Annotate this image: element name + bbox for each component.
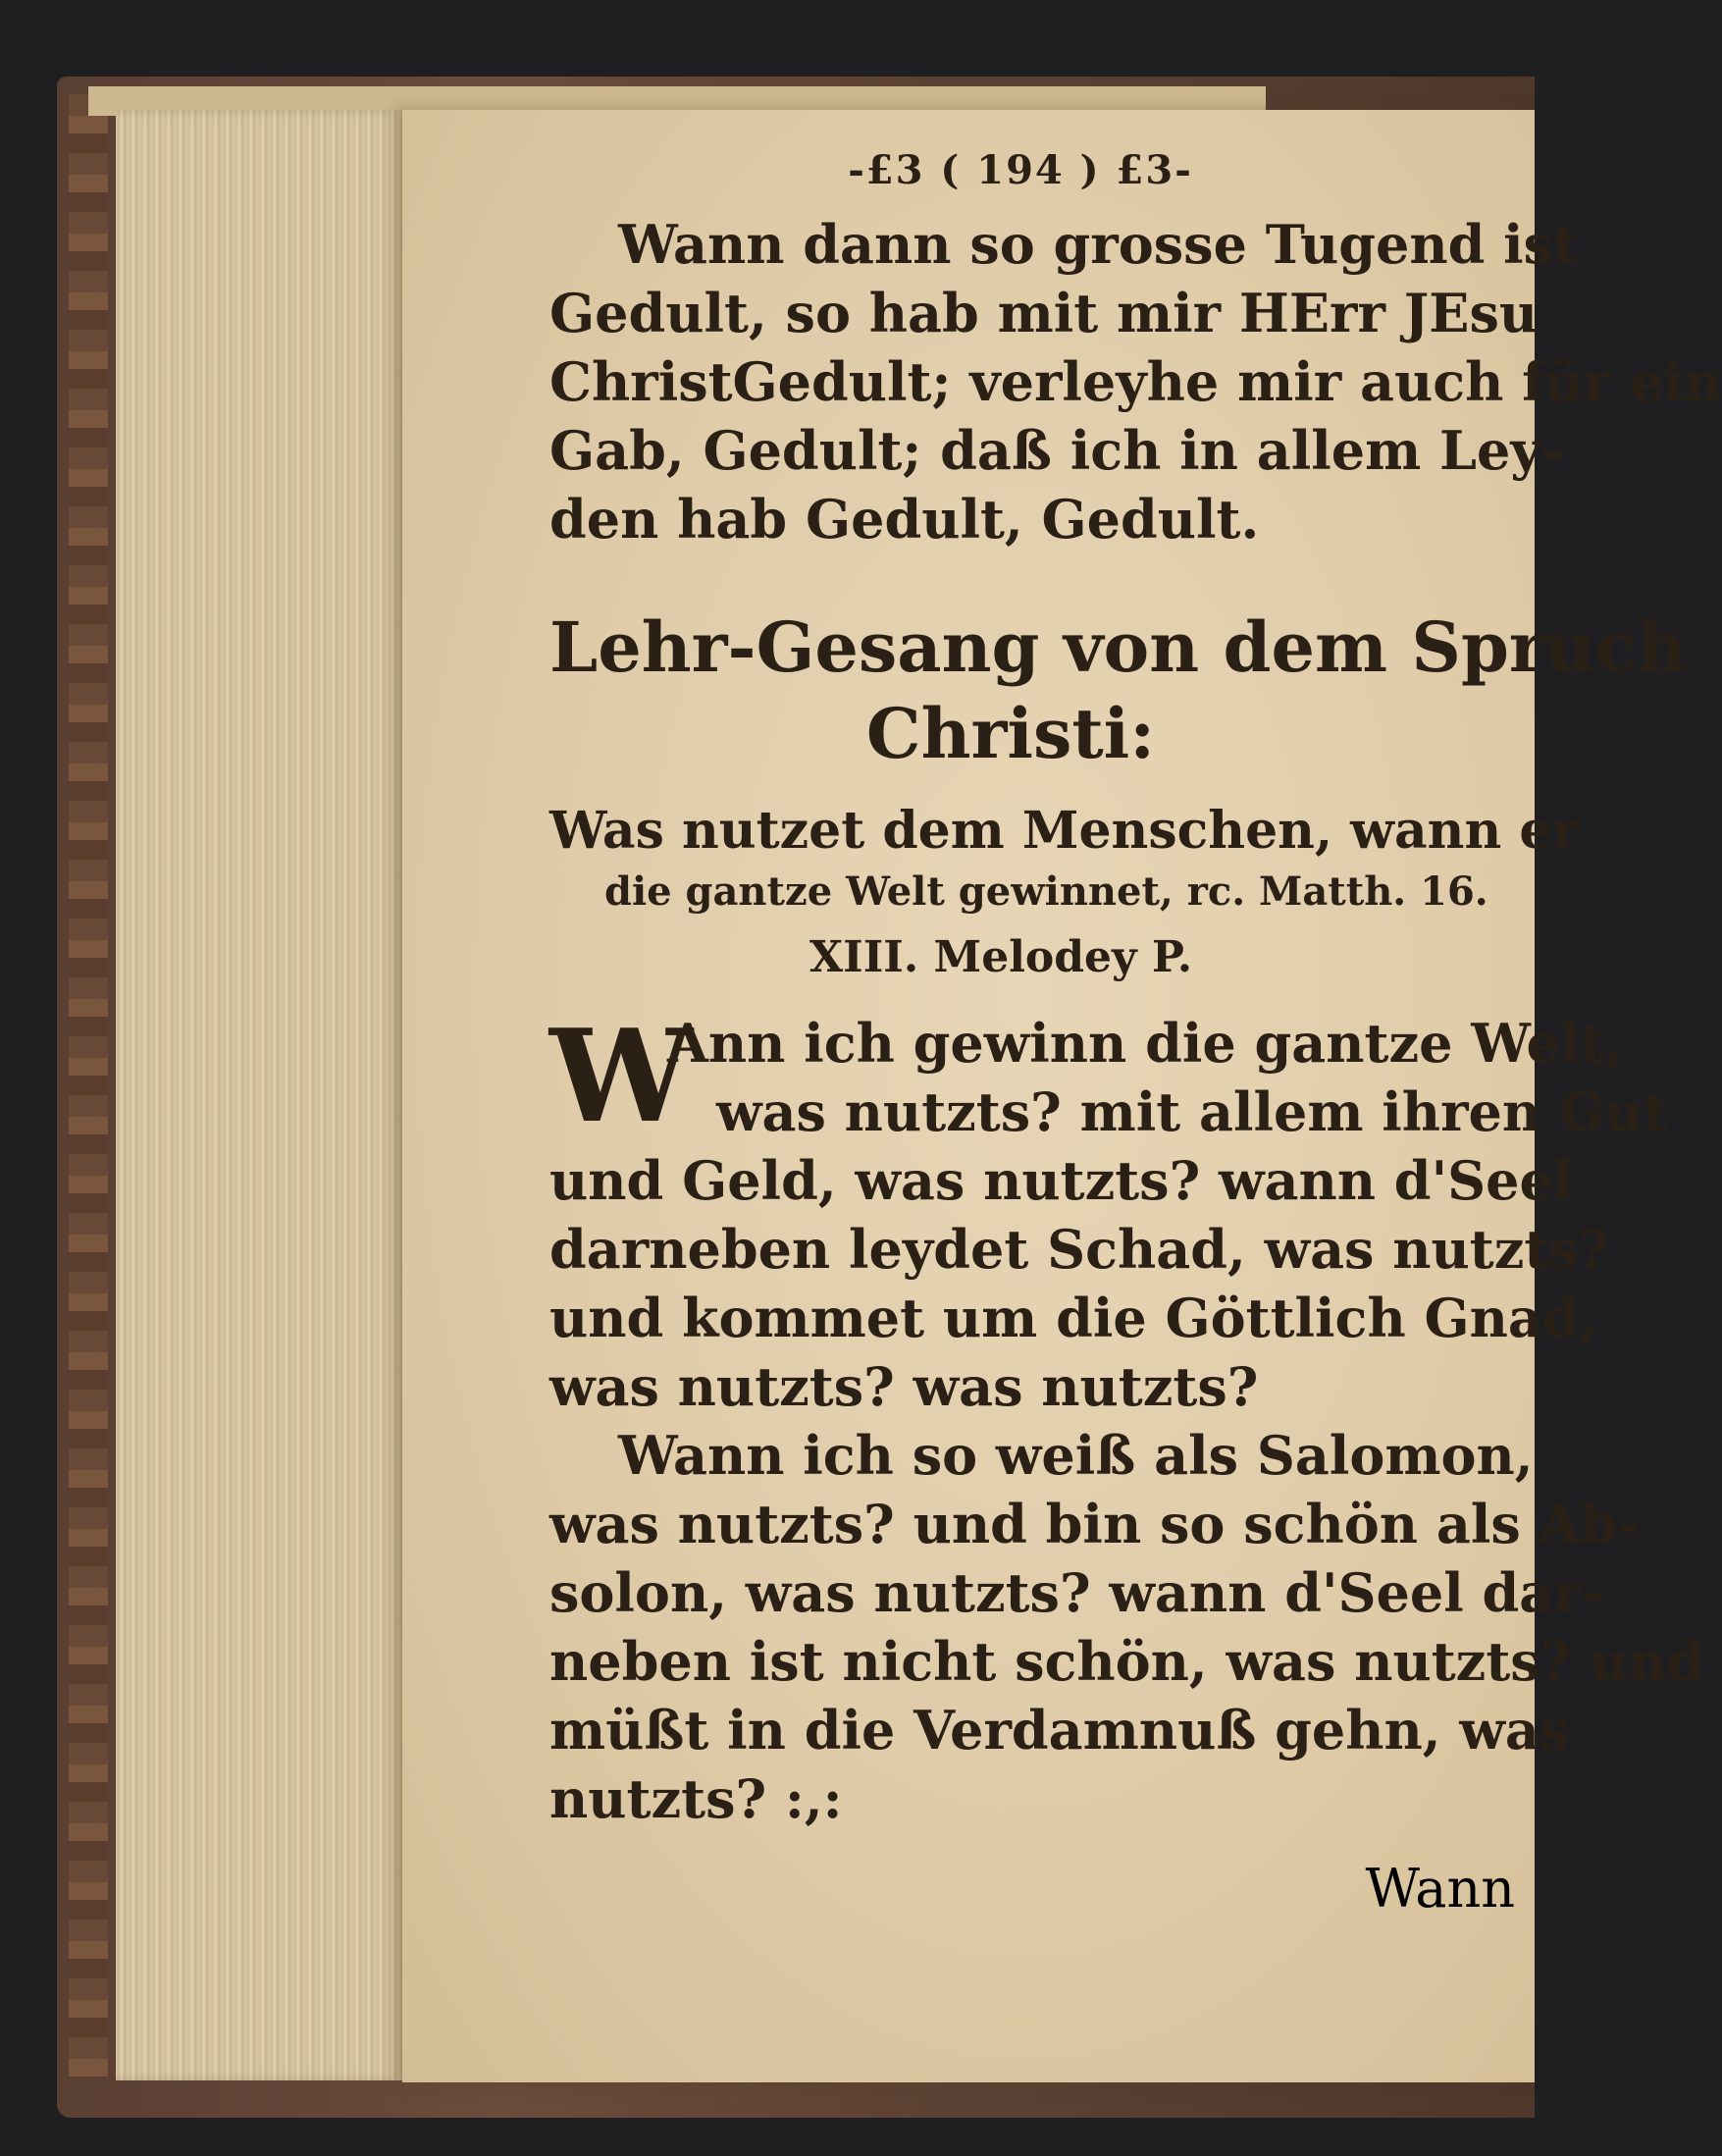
drop-cap: W — [549, 1001, 693, 1151]
running-header — [510, 147, 1531, 210]
melody-indication: XIII. Melodey P. — [809, 932, 1193, 982]
header-ornament-right: £3- — [1116, 147, 1193, 193]
stanza-2 — [549, 1421, 1704, 1833]
text-line: was nutzts? und bin so schön als Ab- — [549, 1493, 1640, 1555]
page-number: ( 194 ) — [940, 147, 1101, 193]
text-line: solon, was nutzts? wann d'Seel dar- — [549, 1561, 1604, 1624]
text-line: neben ist nicht schön, was nutzts? und — [549, 1630, 1704, 1693]
text-line: Wann dann so grosse Tugend ist — [618, 213, 1579, 276]
header-ornament-left: -£3 — [848, 147, 925, 193]
text-line: ChristGedult; verleyhe mir auch für ein — [549, 350, 1722, 413]
text-line: Gab, Gedult; daß ich in allem Ley- — [549, 419, 1564, 482]
subtitle: Was nutzet dem Menschen, wann er — [549, 801, 1579, 861]
cover-edge — [69, 94, 108, 2077]
text-line: Gedult, so hab mit mir HErr JEsu — [549, 282, 1539, 344]
text-line: Ann ich gewinn die gantze Welt, — [667, 1012, 1624, 1075]
section-title: Lehr-Gesang von dem Spruch — [549, 606, 1688, 688]
text-line: darneben leydet Schad, was nutzts? — [549, 1218, 1610, 1281]
text-line: was nutzts? was nutzts? — [549, 1355, 1259, 1418]
page-edges — [116, 110, 412, 2080]
text-line: und kommet um die Göttlich Gnad, — [549, 1287, 1598, 1349]
text-line: nutzts? :,: — [549, 1767, 843, 1830]
previous-stanza — [549, 210, 1722, 553]
section-title-line2: Christi: — [865, 693, 1156, 774]
text-line: was nutzts? mit allem ihren Gut — [716, 1080, 1668, 1143]
text-line: und Geld, was nutzts? wann d'Seel — [549, 1149, 1574, 1212]
text-line: den hab Gedult, Gedult. — [549, 488, 1260, 551]
stanza-1 — [549, 1001, 1668, 1421]
text-line: müßt in die Verdamnuß gehn, was — [549, 1699, 1570, 1762]
text-line: Wann ich so weiß als Salomon, — [618, 1424, 1534, 1487]
catchword: Wann — [1365, 1858, 1515, 1919]
subtitle-reference: die gantze Welt gewinnet, rc. Matth. 16. — [604, 868, 1488, 915]
page-text — [549, 147, 1722, 1833]
